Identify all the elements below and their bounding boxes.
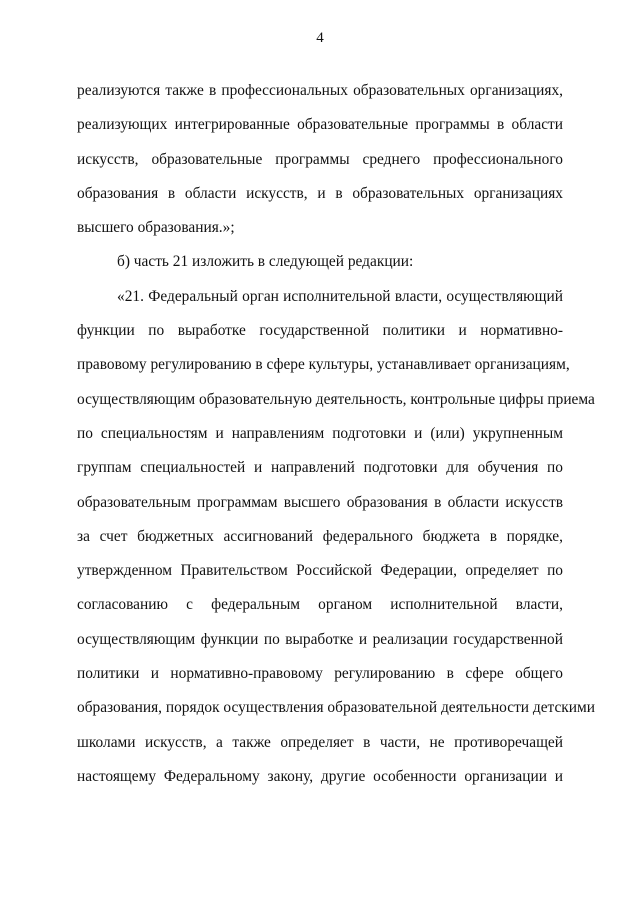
text-line: функции по выработке государственной политики и нормативно- <box>77 322 563 340</box>
text-line: б) часть 21 изложить в следующей редакции: <box>117 253 414 271</box>
text-line: группам специальностей и направлений подготовки для обучения по <box>77 459 563 477</box>
text-line: за счет бюджетных ассигнований федерального бюджета в порядке, <box>77 527 563 545</box>
text-line: школами искусств, а также определяет в части, не противоречащей <box>77 733 563 751</box>
text-line: по специальностям и направлениям подготовки и (или) укрупненным <box>77 424 563 442</box>
text-line: образования в области искусств, и в образовательных организациях <box>77 184 563 202</box>
text-line: политики и нормативно-правовому регулированию в сфере общего <box>77 665 563 683</box>
text-line: реализуются также в профессиональных образовательных организациях, <box>77 82 563 99</box>
text-line: осуществляющим функции по выработке и реализации государственной <box>77 630 563 648</box>
text-line: реализующих интегрированные образовательные программы в области <box>77 116 563 134</box>
text-line: настоящему Федеральному закону, другие особенности организации и <box>77 767 563 785</box>
text-line: осуществляющим образовательную деятельность, контрольные цифры приема <box>77 390 595 408</box>
text-line: «21. Федеральный орган исполнительной власти, осуществляющий <box>117 287 563 305</box>
text-line: высшего образования.»; <box>77 219 235 237</box>
text-line: правовому регулированию в сфере культуры, устанавливает организациям, <box>77 356 570 374</box>
text-line: искусств, образовательные программы среднего профессионального <box>77 150 563 168</box>
text-line: образования, порядок осуществления образовательной деятельности детскими <box>77 699 595 717</box>
text-line: образовательным программам высшего образования в области искусств <box>77 493 563 511</box>
page-number: 4 <box>316 30 324 46</box>
text-line: согласованию с федеральным органом исполнительной власти, <box>77 596 563 614</box>
text-line: утвержденном Правительством Российской Федерации, определяет по <box>77 562 563 580</box>
document-body <box>77 74 595 794</box>
